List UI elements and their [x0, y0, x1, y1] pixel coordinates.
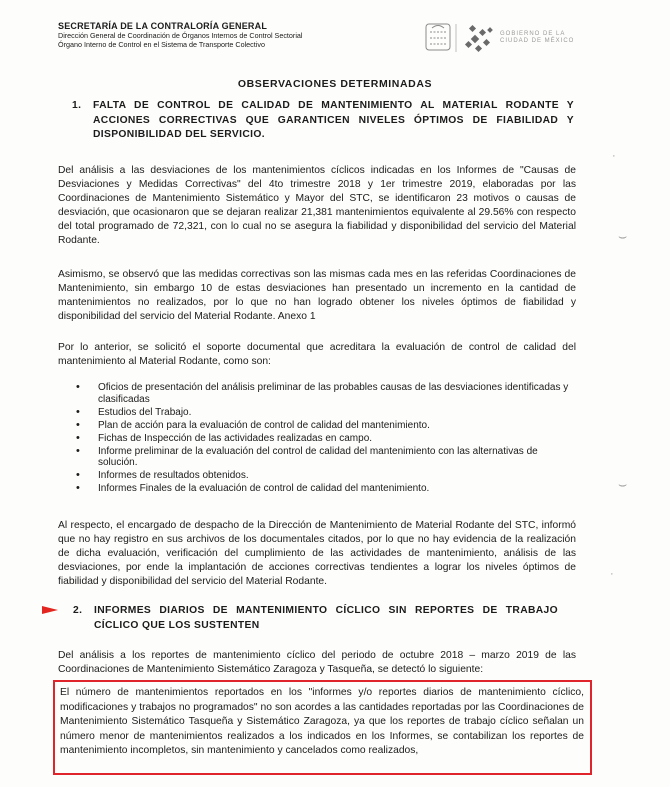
- paragraph-5: Del análisis a los reportes de mantenimiento cíclico del periodo de octubre 2018 – marzo 2019 de las Coordinaciones de Mantenimiento Sistemático Zaragoza y Tasqueña, se detectó lo siguiente:: [58, 650, 576, 675]
- city-seal-logo: [426, 24, 450, 50]
- list-item: • Oficios de presentación del análisis preliminar de las probables causas de las desviaciones identificadas y clasificadas: [58, 382, 578, 405]
- document-title: OBSERVACIONES DETERMINADAS: [237, 78, 433, 90]
- red-arrow-marker-icon: [42, 606, 58, 614]
- list-item: • Estudios del Trabajo.: [58, 407, 578, 419]
- section-1-heading: [72, 99, 574, 143]
- paragraph-6-highlighted: El número de mantenimientos reportados en los "informes y/o reportes diarios de mantenimiento cíclico, modificaciones y trabajos no programados" no son acordes a las cantidades reportadas por las Coordinaciones de Mantenimiento Sistemático Tasqueña y Sistemático Zaragoza, ya que los reportes de trabajo cíclico señalan un número menor de mantenimientos realizados a los indicados en los Informes, se contabilizan los reportes de mantenimiento incompletos, sin mantenimiento y cancelados como realizados,: [60, 687, 584, 757]
- list-item: • Informes Finales de la evaluación de control de calidad del mantenimiento.: [58, 483, 578, 495]
- logo-caption-line-1: GOBIERNO DE LA: [500, 31, 566, 37]
- section-2-number: 2.: [73, 605, 83, 616]
- paragraph-3: Por lo anterior, se solicitó el soporte documental que acreditara la evaluación de control de calidad del mantenimiento al Material Rodante, como son:: [58, 342, 576, 367]
- paragraph-4: Al respecto, el encargado de despacho de la Dirección de Mantenimiento de Material Rodante del STC, informó que no hay registro en sus archivos de los documentales citados, por lo que no hay evidencia de la realización de dicha evaluación, verificación del cumplimiento de las actividades de mantenimiento, análisis de las desviaciones, por ende la implantación de acciones correctivas tendientes a lograr los niveles óptimos de fiabilidad y disponibilidad del servicio del Material Rodante.: [58, 520, 576, 587]
- section-1-number: 1.: [72, 100, 82, 111]
- letterhead: [58, 22, 303, 49]
- section-2-heading-text: INFORMES DIARIOS DE MANTENIMIENTO CÍCLICO SIN REPORTES DE TRABAJO CÍCLICO QUE LOS SUSTENTEN: [94, 605, 558, 631]
- paragraph-1: Del análisis a las desviaciones de los mantenimientos cíclicos indicadas en los Informes de "Causas de Desviaciones y Medidas Correctivas" del 4to trimestre 2018 y 1er trimestre 2019, elaboradas por las Coordinaciones de Mantenimiento Sistemático y Mayor del STC, se identificaron 23 motivos o causas de desviación, que ocasionaron que se dejaran realizar 21,381 mantenimientos equivalente al 29.56% con respecto del total programado de 72,321, con lo cual no se asegura la fiabilidad y disponibilidad del servicio del Material Rodante.: [58, 165, 576, 246]
- logo-caption: [500, 31, 574, 45]
- letterhead-line-1: SECRETARÍA DE LA CONTRALORÍA GENERAL: [58, 21, 268, 31]
- scan-mark-icon: ⌣: [618, 228, 628, 244]
- required-documents-list: [58, 382, 578, 496]
- letterhead-line-2: Dirección General de Coordinación de Órganos Internos de Control Sectorial: [58, 31, 303, 40]
- letterhead-line-3: Órgano Interno de Control en el Sistema de Transporte Colectivo: [58, 40, 265, 49]
- section-2-heading: [73, 604, 558, 633]
- list-item: • Plan de acción para la evaluación de control de calidad del mantenimiento.: [58, 420, 578, 432]
- section-1-heading-text: FALTA DE CONTROL DE CALIDAD DE MANTENIMIENTO AL MATERIAL RODANTE Y ACCIONES CORRECTIVAS QUE GARANTICEN NIVELES ÓPTIMOS DE FIABILIDAD Y DISPONIBILIDAD DEL SERVICIO.: [93, 100, 574, 140]
- cdmx-emblem-logo: [465, 25, 493, 52]
- scan-mark-icon: ·: [610, 568, 614, 580]
- list-item: • Fichas de Inspección de las actividades realizadas en campo.: [58, 433, 578, 445]
- list-item: • Informes de resultados obtenidos.: [58, 470, 578, 482]
- list-item: • Informe preliminar de la evaluación del control de calidad del mantenimiento con las alternativas de solución.: [58, 446, 578, 469]
- scan-mark-icon: ⌣: [618, 476, 628, 492]
- paragraph-2: Asimismo, se observó que las medidas correctivas son las mismas cada mes en las referidas Coordinaciones de Mantenimiento, sin embargo 10 de estas desviaciones han presentado un incremento en la cantidad de mantenimientos no realizados, por lo que no han logrado obtener los niveles óptimos de fiabilidad y disponibilidad del servicio del Material Rodante. Anexo 1: [58, 269, 576, 322]
- logo-caption-line-2: CIUDAD DE MÉXICO: [500, 38, 575, 44]
- scan-mark-icon: ·: [612, 150, 616, 162]
